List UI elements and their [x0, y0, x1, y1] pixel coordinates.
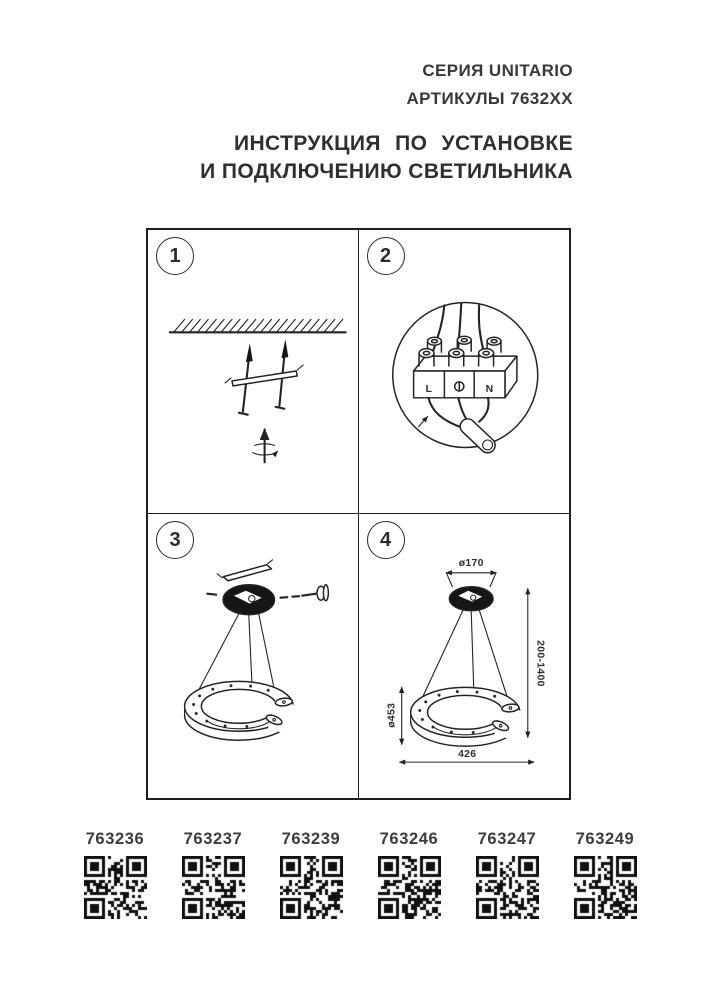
step-4-panel: [359, 514, 570, 798]
article-number: 763246: [379, 830, 439, 848]
step-1-panel: [148, 230, 359, 514]
step-2-panel: [359, 230, 570, 514]
doc-header: [406, 57, 573, 113]
qr-code: [84, 856, 147, 919]
qr-code: [378, 856, 441, 919]
step-3-panel: [148, 514, 359, 798]
series-label: СЕРИЯ UNITARIO: [422, 61, 573, 80]
title-line-1: ИНСТРУКЦИЯ ПО УСТАНОВКЕ: [233, 132, 573, 155]
dim-canopy-diameter: ø170: [458, 557, 484, 569]
qr-code: [182, 856, 245, 919]
article-number: 763236: [85, 830, 145, 848]
dim-ring-width: 426: [457, 749, 476, 761]
instruction-steps-grid: [146, 228, 571, 800]
page-title: [200, 130, 573, 186]
article-number: 763239: [281, 830, 341, 848]
qr-item: [83, 830, 147, 919]
articles-label: АРТИКУЛЫ 7632XX: [406, 89, 573, 108]
article-number: 763247: [477, 830, 537, 848]
article-qr-row: [13, 830, 707, 919]
article-number: 763249: [575, 830, 635, 848]
qr-item: [573, 830, 637, 919]
qr-code: [574, 856, 637, 919]
title-line-2: И ПОДКЛЮЧЕНИЮ СВЕТИЛЬНИКА: [200, 160, 573, 183]
qr-item: [377, 830, 441, 919]
qr-item: [475, 830, 539, 919]
qr-code: [280, 856, 343, 919]
step-2-number: 2: [367, 237, 405, 275]
qr-item: [279, 830, 343, 919]
terminal-live-label: L: [425, 383, 432, 395]
led-ring-drawing: [410, 687, 530, 746]
led-ring-drawing: [185, 681, 304, 740]
dim-ring-diameter: ø453: [386, 702, 398, 728]
qr-item: [181, 830, 245, 919]
terminal-neutral-label: N: [485, 383, 493, 395]
step-1-number: 1: [156, 237, 194, 275]
qr-code: [476, 856, 539, 919]
step-4-number: 4: [367, 521, 405, 559]
step-3-number: 3: [156, 521, 194, 559]
article-number: 763237: [183, 830, 243, 848]
dim-suspension-height: 200-1400: [534, 640, 546, 687]
